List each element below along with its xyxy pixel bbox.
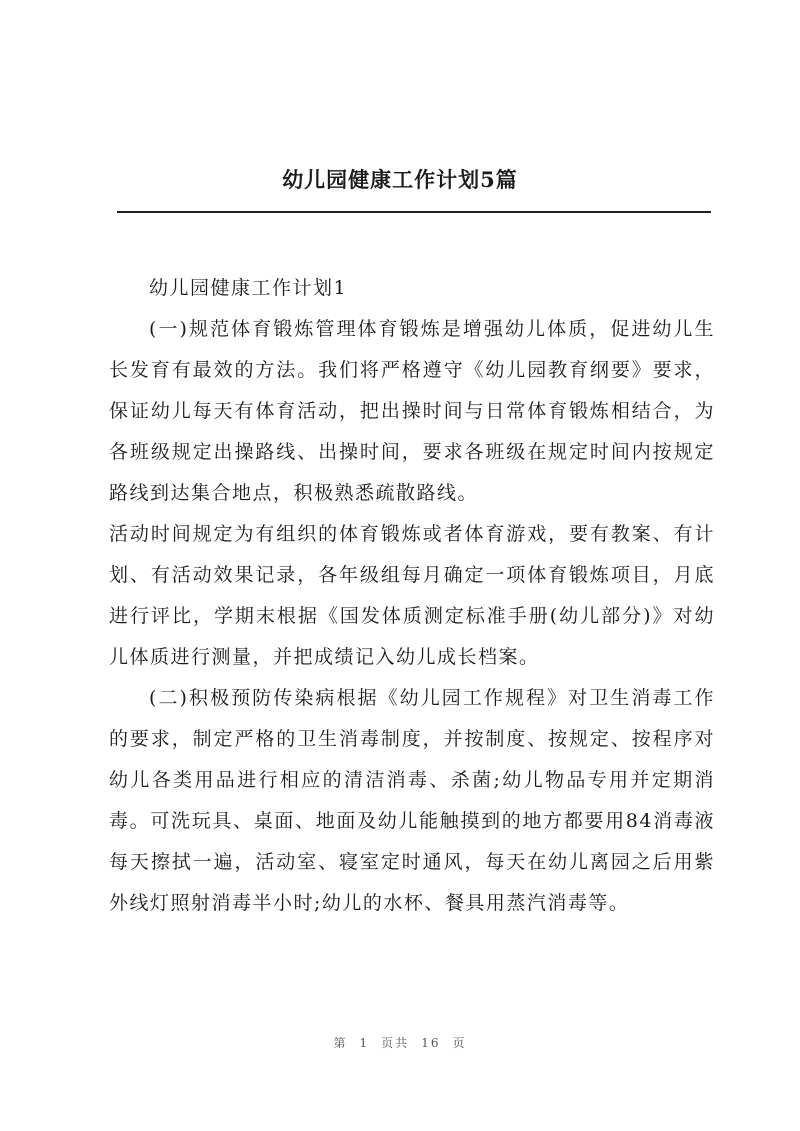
page-title: 幼儿园健康工作计划5篇 <box>282 167 518 192</box>
footer-suffix: 页 <box>452 1036 467 1050</box>
footer-current-page: 1 <box>359 1036 370 1050</box>
footer-middle: 页共 <box>381 1036 410 1050</box>
paragraph-2: 活动时间规定为有组织的体育锻炼或者体育游戏，要有教案、有计划、有活动效果记录，各年级组每月确定一项体育锻炼项目，月底进行评比，学期末根据《国发体质测定标准手册(幼儿部分)》对幼儿体质进行测量，并把成绩记入幼儿成长档案。 <box>109 523 715 668</box>
page-footer <box>0 1034 800 1051</box>
footer-total-pages: 16 <box>421 1036 441 1050</box>
paragraph-1: (一)规范体育锻炼管理体育锻炼是增强幼儿体质，促进幼儿生长发育有最效的方法。我们将严格遵守《幼儿园教育纲要》要求，保证幼儿每天有体育活动，把出操时间与日常体育锻炼相结合，为各班级规定出操路线、出操时间，要求各班级在规定时间内按规定路线到达集合地点，积极熟悉疏散路线。 <box>109 318 715 504</box>
section-heading: 幼儿园健康工作计划1 <box>149 277 348 299</box>
paragraph-3: (二)积极预防传染病根据《幼儿园工作规程》对卫生消毒工作的要求，制定严格的卫生消毒制度，并按制度、按规定、按程序对幼儿各类用品进行相应的清洁消毒、杀菌;幼儿物品专用并定期消毒。可洗玩具、桌面、地面及幼儿能触摸到的地方都要用84消毒液每天擦拭一遍，活动室、寝室定时通风，每天在幼儿离园之后用紫外线灯照射消毒半小时;幼儿的水杯、餐具用蒸汽消毒等。 <box>109 687 715 914</box>
title-divider <box>117 211 711 213</box>
document-body <box>109 268 715 924</box>
footer-prefix: 第 <box>333 1036 348 1050</box>
